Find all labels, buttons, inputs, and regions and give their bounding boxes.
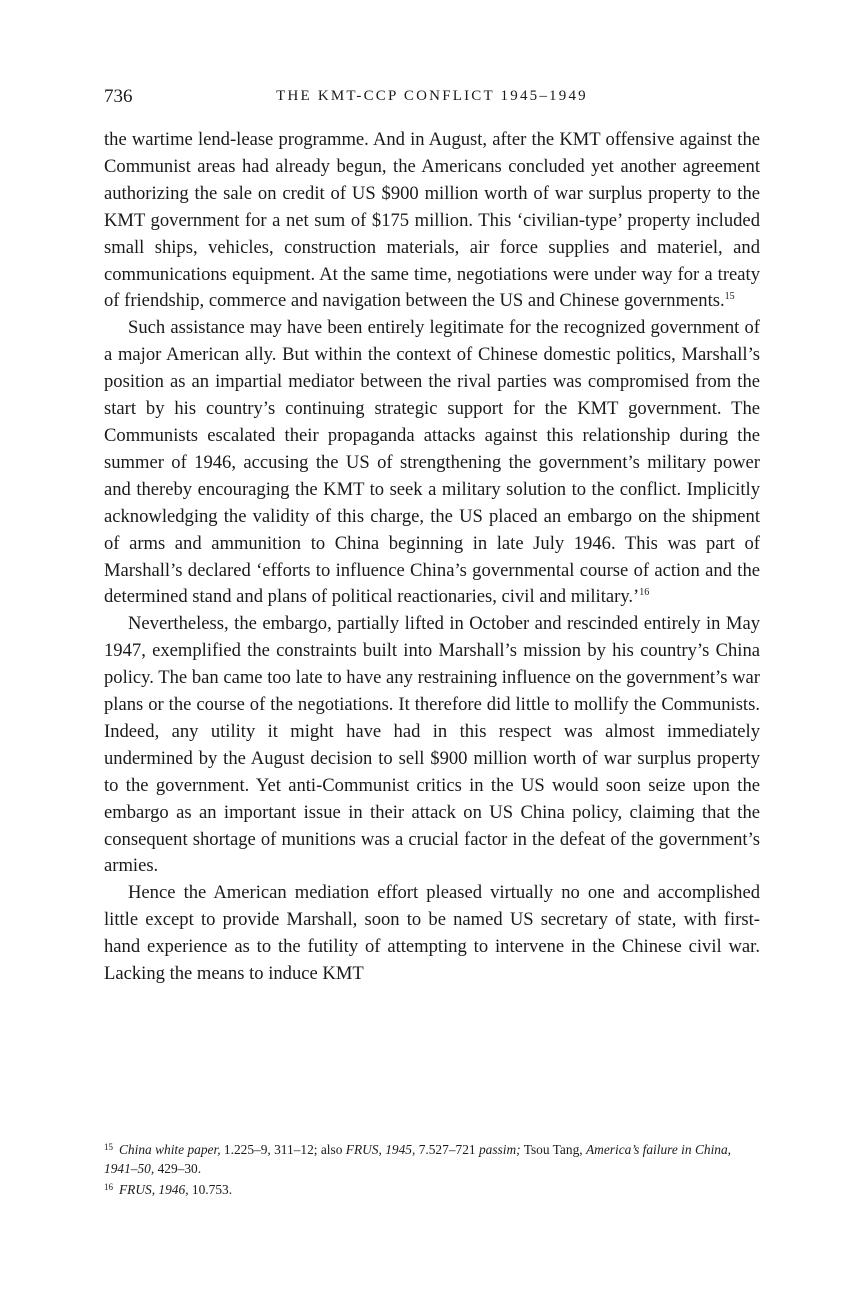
footnote-number: 15 <box>104 1142 113 1152</box>
paragraph-text: the wartime lend-lease programme. And in August, after the KMT offensive against the Communist areas had already begun, the Americans concluded yet another agreement authorizing the sale on credit of US $900 million worth of war surplus property to the KMT government for a net sum of $175 million. This ‘civilian-type’ property included small ships, vehicles, construction materials, air force supplies and materiel, and communications equipment. At the same time, negotiations were under way for a treaty of friendship, commerce and navigation between the US and Chinese governments. <box>104 129 760 312</box>
footnote-text: Tsou Tang, <box>520 1142 586 1157</box>
paragraph <box>104 127 760 315</box>
footnote-source-title: China white paper, <box>119 1142 221 1157</box>
footnotes <box>104 1138 760 1199</box>
body-text <box>104 127 760 988</box>
footnote-text: 7.527–721 <box>415 1142 479 1157</box>
running-title: THE KMT-CCP CONFLICT 1945–1949 <box>276 88 588 104</box>
footnote-text: 1.225–9, 311–12; also <box>220 1142 346 1157</box>
running-head <box>104 86 760 116</box>
footnote-number: 16 <box>104 1182 113 1192</box>
footnote-16 <box>104 1178 760 1199</box>
paragraph <box>104 611 760 880</box>
footnote-text: 429–30. <box>154 1161 202 1176</box>
footnote-source-title: FRUS, 1946, <box>119 1182 189 1197</box>
footnote-source-note: passim; <box>478 1142 521 1157</box>
paragraph-text: Hence the American mediation effort pleased virtually no one and accomplished little except to provide Marshall, soon to be named US secretary of state, with first-hand experience as to the futility of attempting to intervene in the Chinese civil war. Lacking the means to induce KMT <box>104 882 760 985</box>
paragraph-text: Nevertheless, the embargo, partially lifted in October and rescinded entirely in May 1947, exemplified the constraints built into Marshall’s mission by his country’s China policy. The ban came too late to have any restraining influence on the government’s war plans or the course of the negotiations. It therefore did little to mollify the Communists. Indeed, any utility it might have had in this respect was almost immediately undermined by the August decision to sell $900 million worth of war surplus property to the government. Yet anti-Communist critics in the US would soon seize upon the embargo as an important issue in their attack on US China policy, claiming that the consequent shortage of munitions was a crucial factor in the defeat of the government’s armies. <box>104 613 760 877</box>
paragraph-text: Such assistance may have been entirely legitimate for the recognized government of a major American ally. But within the context of Chinese domestic politics, Marshall’s position as an impartial mediator between the rival parties was compromised from the start by his country’s continuing strategic support for the KMT government. The Communists escalated their propaganda attacks against this relationship during the summer of 1946, accusing the US of strengthening the government’s military power and thereby encouraging the KMT to seek a military solution to the conflict. Implicitly acknowledging the validity of this charge, the US placed an embargo on the shipment of arms and ammunition to China beginning in late July 1946. This was part of Marshall’s declared ‘efforts to influence China’s governmental course of action and the determined stand and plans of political reactionaries, civil and military.’ <box>104 317 760 608</box>
footnote-text: 10.753. <box>188 1182 233 1197</box>
footnote-reference[interactable]: 15 <box>724 291 735 303</box>
page-content <box>104 86 760 988</box>
paragraph <box>104 880 760 988</box>
footnote-source-title: America’s failure in China, 1941–50, <box>104 1142 732 1176</box>
paragraph <box>104 315 760 611</box>
footnote-reference[interactable]: 16 <box>639 587 650 599</box>
footnote-15 <box>104 1138 760 1178</box>
footnote-source-title: FRUS, 1945, <box>345 1142 416 1157</box>
page-number: 736 <box>104 86 133 107</box>
